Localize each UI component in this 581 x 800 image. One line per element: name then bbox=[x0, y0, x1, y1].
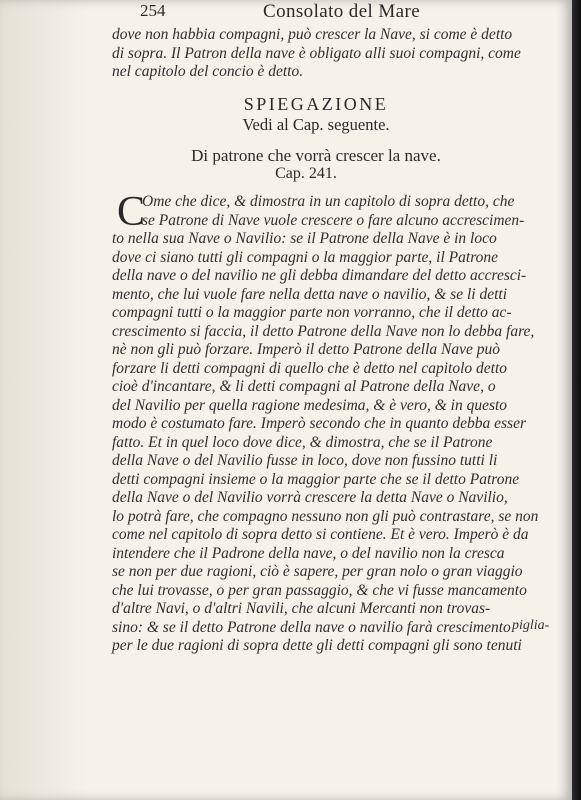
text-line: per le due ragioni di sopra dette gli detti compagni gli sono tenuti bbox=[112, 637, 522, 654]
page-number: 254 bbox=[140, 1, 166, 20]
text-line: cioè d'incantare, & li detti compagni al Patrone della Nave, o bbox=[112, 378, 496, 395]
text-line: nè non gli può forzare. Imperò il detto Patrone della Nave può bbox=[112, 341, 501, 358]
text-line: fatto. Et in quel loco dove dice, & dimostra, che se il Patrone bbox=[112, 433, 493, 451]
catchword: piglia- bbox=[512, 618, 550, 633]
text-line: della nave o del navilio ne gli debba dimandare del detto accresci- bbox=[112, 267, 527, 284]
text-line: di sopra. Il Patron della nave è obligato alli suoi compagni, come bbox=[112, 44, 521, 62]
text-line: se Patrone di Nave vuole crescere o fare alcuno accrescimen- bbox=[142, 211, 525, 229]
text-line: forzare li detti compagni di quello che è detto nel capitolo detto bbox=[112, 359, 508, 377]
text-line: d'altre Navi, o d'altri Navili, che alcuni Mercanti non trovas- bbox=[112, 600, 491, 617]
text-line: intendere che il Padrone della nave, o del navilio non la cresca bbox=[112, 544, 505, 562]
text-line: come nel capitolo di sopra detto si contiene. Et è vero. Imperò è da bbox=[112, 526, 529, 543]
chapter-title: Di patrone che vorrà crescer la nave. bbox=[191, 146, 441, 165]
page-edge bbox=[572, 0, 581, 800]
text-line: nel capitolo del concio è detto. bbox=[112, 63, 304, 80]
drop-cap: C bbox=[117, 189, 146, 235]
text-line: crescimento si faccia, il detto Patrone della Nave non lo debba fare, bbox=[112, 322, 535, 340]
text-line: modo è costumato fare. Imperò secondo che in quanto debba esser bbox=[112, 415, 526, 432]
text-line: mento, che lui vuole fare nella detta nave o navilio, & se li detti bbox=[112, 285, 508, 303]
text-line: sino: & se il detto Patrone della nave o navilio farà crescimento bbox=[112, 618, 511, 636]
text-line: se non per due ragioni, ciò è sapere, per gran nolo o gran viaggio bbox=[112, 563, 523, 580]
text-line: dove non habbia compagni, può crescer la Nave, si come è detto bbox=[112, 26, 513, 43]
running-head: Consolato del Mare bbox=[263, 1, 421, 22]
text-line: che lui trovasse, o per gran passaggio, & che vi fusse mancamento bbox=[112, 581, 527, 599]
top-paragraph bbox=[112, 26, 570, 82]
text-line: della Nave o del Navilio fusse in loco, dove non fussino tutti li bbox=[112, 452, 498, 469]
text-line: lo potrà fare, che compagno nessuno non gli può contrastare, se non bbox=[112, 507, 539, 525]
text-line: to nella sua Nave o Navilio: se il Patrone della Nave è in loco bbox=[112, 230, 497, 247]
body-paragraph bbox=[112, 189, 570, 656]
page-header bbox=[0, 1, 572, 25]
chapter-number: Cap. 241. bbox=[275, 165, 337, 182]
text-line: compagni tutti o la maggior parte non vorranno, che il detto ac- bbox=[112, 304, 512, 321]
section-subtitle: Vedi al Cap. seguente. bbox=[242, 115, 390, 134]
text-line: Ome che dice, & dimostra in un capitolo di sopra detto, che bbox=[142, 193, 515, 210]
text-line: del Navilio per quella ragione medesima, & è vero, & in questo bbox=[112, 396, 508, 414]
section-title: SPIEGAZIONE bbox=[243, 94, 389, 114]
text-line: della Nave o del Navilio vorrà crescere la detta Nave o Navilio, bbox=[112, 489, 508, 506]
text-line: dove ci siano tutti gli compagni o la maggior parte, il Patrone bbox=[112, 248, 499, 266]
text-line: detti compagni insieme o la maggior parte che se il detto Patrone bbox=[112, 470, 520, 488]
